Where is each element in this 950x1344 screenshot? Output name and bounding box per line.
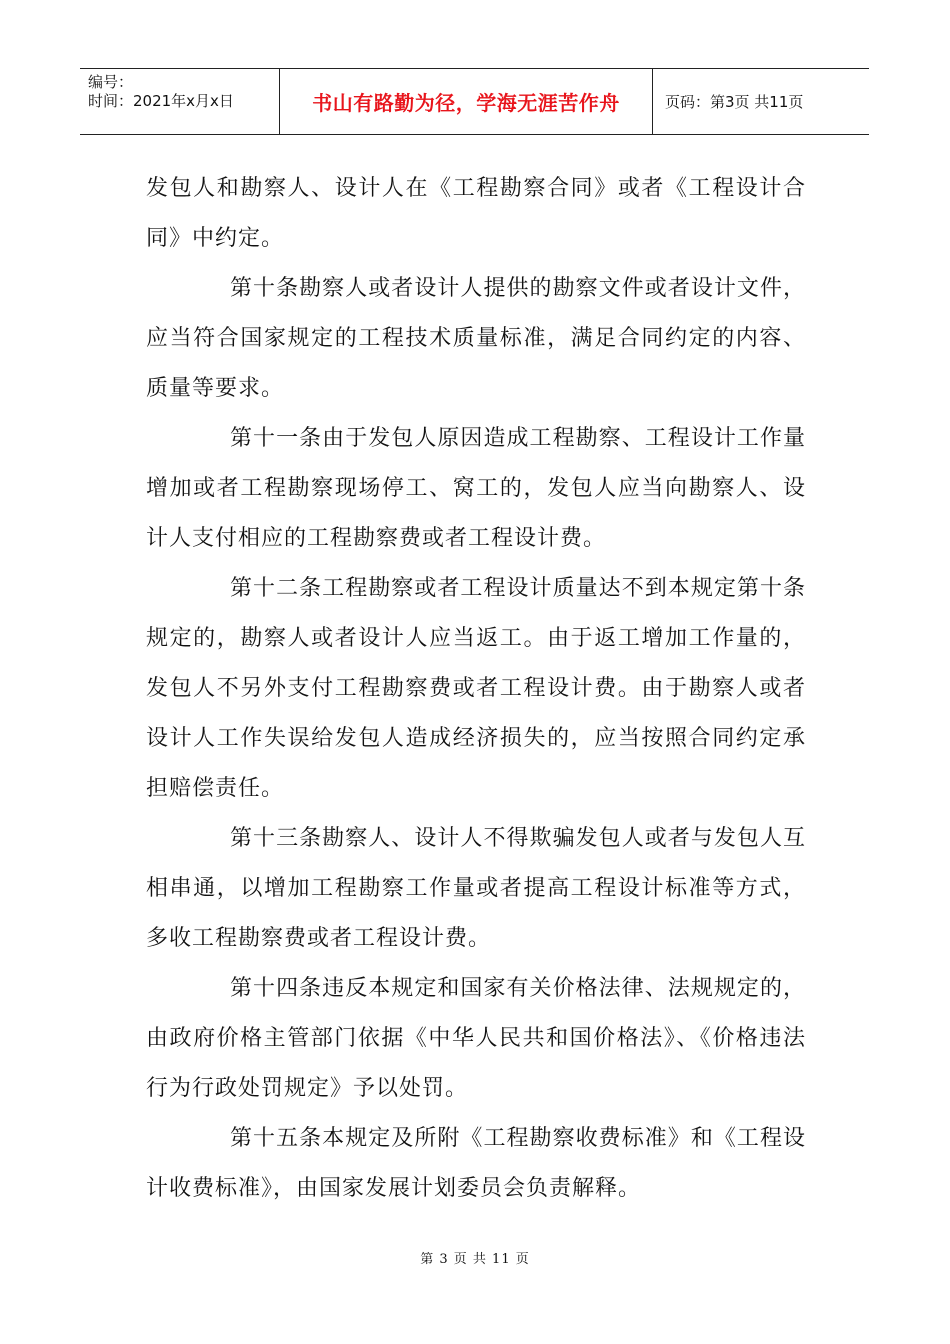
- paragraph-continuation: 发包人和勘察人、设计人在《工程勘察合同》或者《工程设计合同》中约定。: [146, 176, 806, 251]
- header-motto: 书山有路勤为径，学海无涯苦作舟: [280, 69, 653, 134]
- paragraph-article-14: 第十四条违反本规定和国家有关价格法律、法规规定的，由政府价格主管部门依据《中华人民共和国价格法》、《价格违法行为行政处罚规定》予以处罚。: [146, 976, 806, 1101]
- paragraph-article-12: 第十二条工程勘察或者工程设计质量达不到本规定第十条规定的，勘察人或者设计人应当返工。由于返工增加工作量的，发包人不另外支付工程勘察费或者工程设计费。由于勘察人或者设计人工作失误给发包人造成经济损失的，应当按照合同约定承担赔偿责任。: [146, 576, 806, 801]
- page-footer: 第 3 页 共 11 页: [420, 1252, 530, 1267]
- page-header: [80, 68, 869, 135]
- paragraph-article-10: 第十条勘察人或者设计人提供的勘察文件或者设计文件，应当符合国家规定的工程技术质量标准，满足合同约定的内容、质量等要求。: [146, 276, 806, 401]
- header-page-info: 页码：第3页 共11页: [665, 93, 804, 111]
- paragraph-article-15: 第十五条本规定及所附《工程勘察收费标准》和《工程设计收费标准》，由国家发展计划委员会负责解释。: [146, 1126, 806, 1201]
- number-label: 编号：: [88, 73, 134, 91]
- document-body: [146, 164, 806, 1214]
- header-meta: [80, 69, 280, 134]
- paragraph-article-11: 第十一条由于发包人原因造成工程勘察、工程设计工作量增加或者工程勘察现场停工、窝工的，发包人应当向勘察人、设计人支付相应的工程勘察费或者工程设计费。: [146, 426, 806, 551]
- time-label: 时间：2021年x月x日: [88, 92, 234, 110]
- paragraph-article-13: 第十三条勘察人、设计人不得欺骗发包人或者与发包人互相串通，以增加工程勘察工作量或者提高工程设计标准等方式，多收工程勘察费或者工程设计费。: [146, 826, 806, 951]
